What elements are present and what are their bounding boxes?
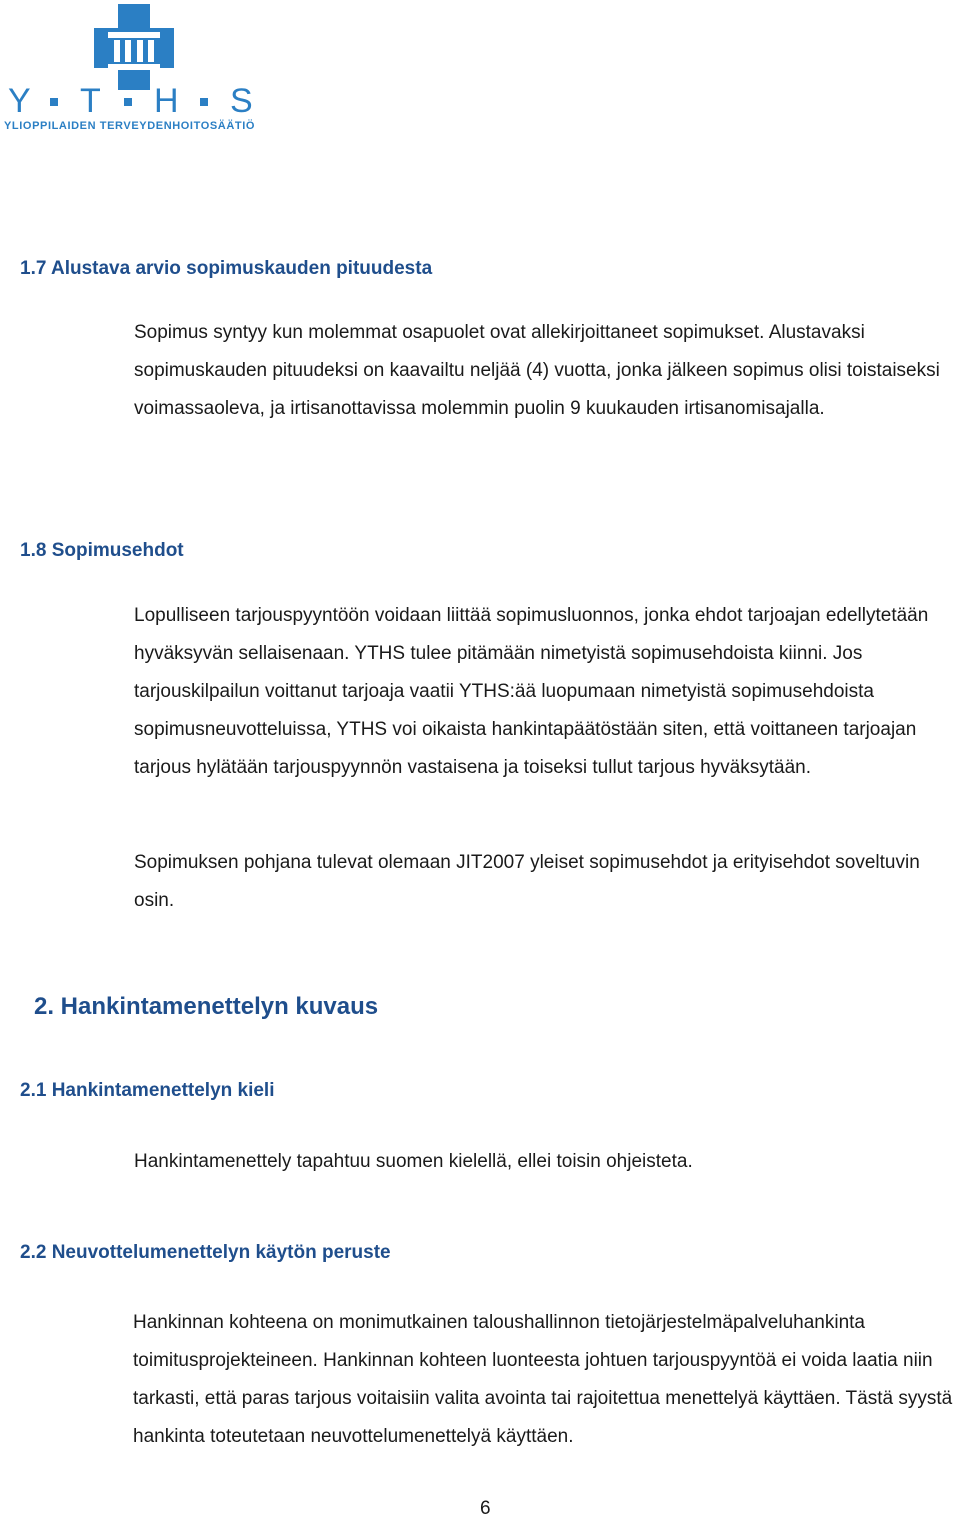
paragraph: Sopimus syntyy kun molemmat osapuolet ovat allekirjoittaneet sopimukset. Alustavaksi sopimuskauden pituudeksi on kaavailtu neljää (4) vuotta, jonka jälkeen sopimus olisi toistaiseksi voimassaoleva, ja irtisanottavissa molemmin puolin 9 kuukauden irtisanomisajalla. — [134, 322, 940, 419]
section-1-8-body-2 — [134, 844, 954, 920]
logo-tagline: YLIOPPILAIDEN TERVEYDENHOITOSÄÄTIÖ — [4, 120, 256, 132]
heading-2-1: 2.1 Hankintamenettelyn kieli — [20, 1080, 275, 1101]
heading-1-8: 1.8 Sopimusehdot — [20, 540, 184, 561]
paragraph: Hankinnan kohteena on monimutkainen taloushallinnon tietojärjestelmäpalveluhankinta toimitusprojekteineen. Hankinnan kohteen luonteesta johtuen tarjouspyyntöä ei voida laatia niin tarkasti, että paras tarjous voitaisiin valita avointa tai rajoitettua menettelyä käyttäen. Tästä syystä hankinta toteutetaan neuvottelumenettelyä käyttäen. — [133, 1312, 953, 1447]
paragraph: Hankintamenettely tapahtuu suomen kielellä, ellei toisin ohjeisteta. — [134, 1151, 693, 1172]
section-1-7-body — [134, 314, 954, 428]
section-2-2-body — [133, 1304, 959, 1456]
page-number: 6 — [480, 1498, 491, 1519]
heading-1-7: 1.7 Alustava arvio sopimuskauden pituudesta — [20, 258, 433, 279]
heading-2: 2. Hankintamenettelyn kuvaus — [34, 993, 379, 1020]
logo-letter-h: H — [154, 82, 179, 120]
logo-letter-t: T — [80, 82, 101, 120]
yths-logo-mark — [4, 2, 266, 120]
logo-letter-y: Y — [8, 82, 31, 120]
section-1-8-body — [134, 597, 954, 787]
section-2-1-body — [134, 1143, 954, 1181]
paragraph: Lopulliseen tarjouspyyntöön voidaan liittää sopimusluonnos, jonka ehdot tarjoajan edellytetään hyväksyvän sellaisenaan. YTHS tulee pitämään nimetyistä sopimusehdoista kiinni. Jos tarjouskilpailun voittanut tarjoaja vaatii YTHS:ää luopumaan nimetyistä sopimusehdoista sopimusneuvotteluissa, YTHS voi oikaista hankintapäätöstään siten, että voittaneen tarjoajan tarjous hylätään tarjouspyynnön vastaisena ja toiseksi tullut tarjous hyväksytään. — [134, 605, 929, 778]
heading-2-2: 2.2 Neuvottelumenettelyn käytön peruste — [20, 1242, 391, 1263]
logo-letter-s: S — [230, 82, 253, 120]
paragraph: Sopimuksen pohjana tulevat olemaan JIT2007 yleiset sopimusehdot ja erityisehdot soveltuvin osin. — [134, 852, 920, 911]
